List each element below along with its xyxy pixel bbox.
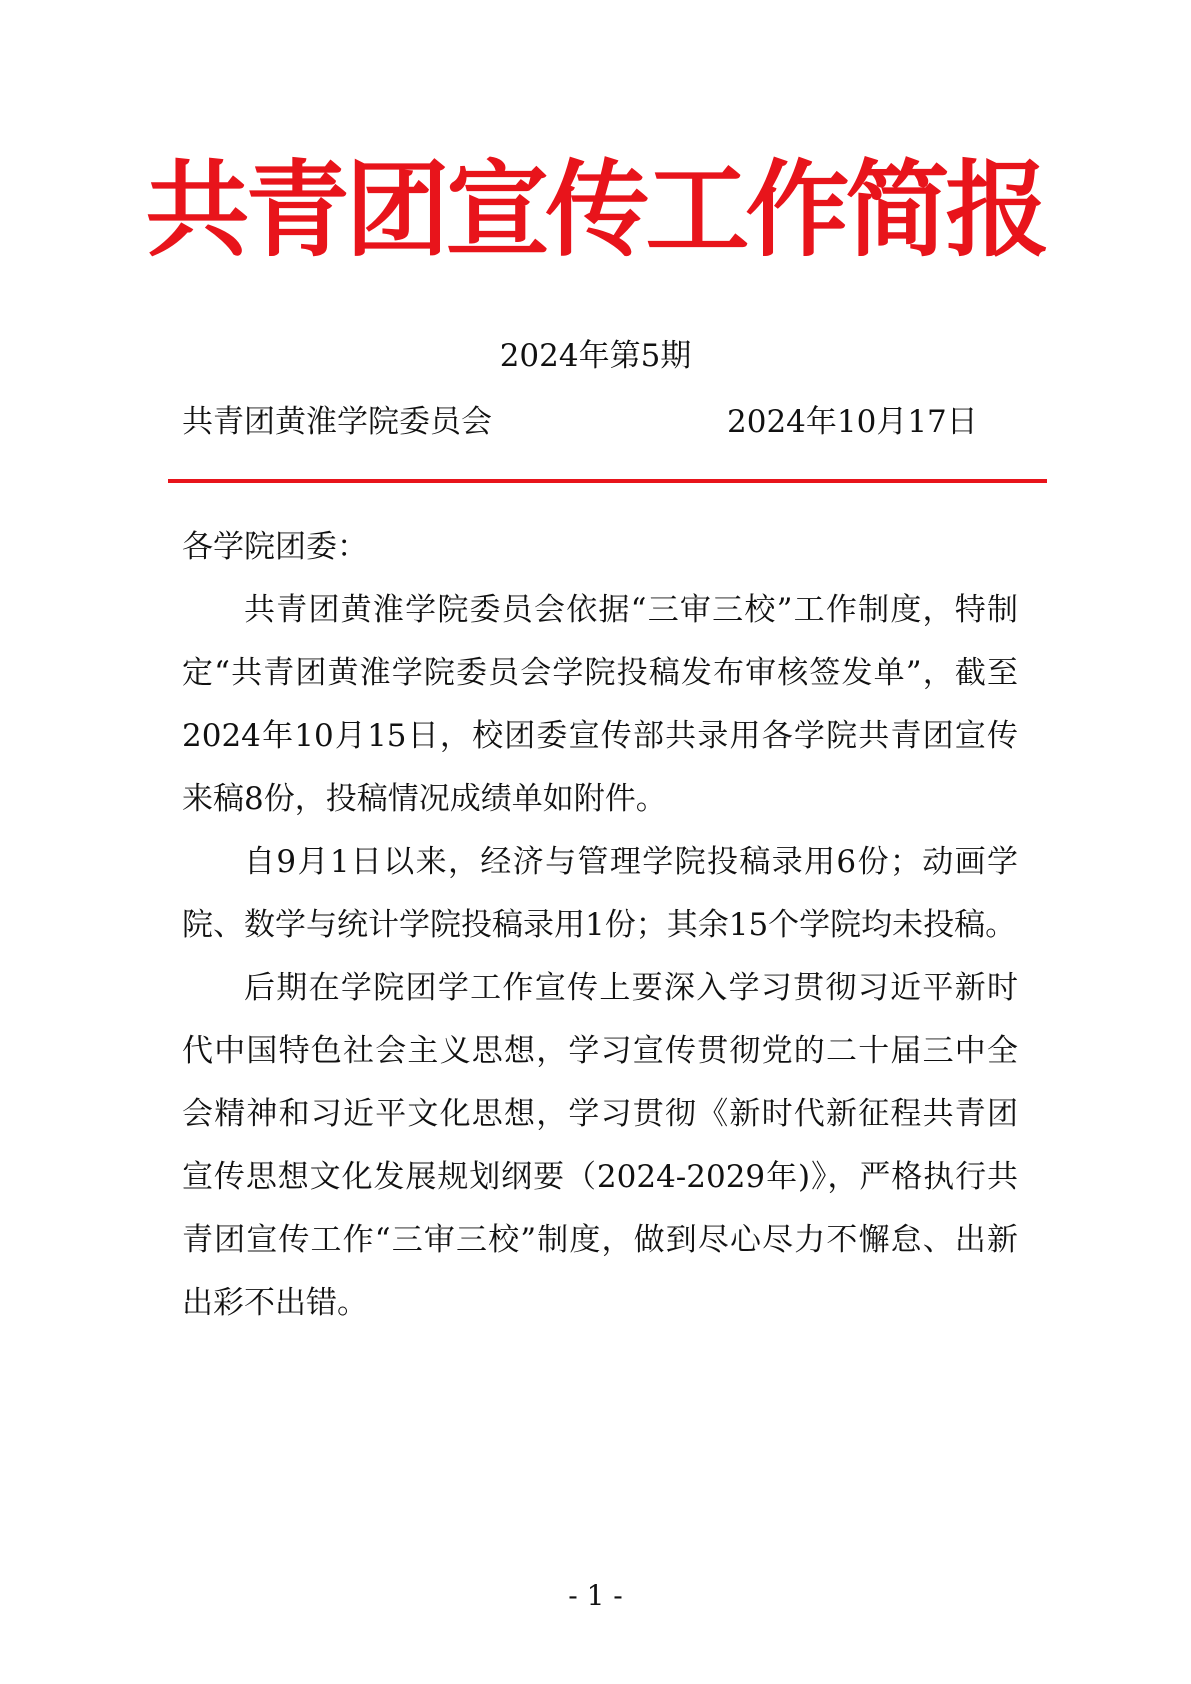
masthead-title: 共青团宣传工作简报 [145,148,1046,271]
red-divider-line [168,479,1047,483]
document-body [182,516,1018,1335]
issue-date: 2024年10月17日 [727,404,978,440]
paragraph-2: 自9月1日以来，经济与管理学院投稿录用6份；动画学院、数学与统计学院投稿录用1份；其余15个学院均未投稿。 [182,844,1018,943]
page-number: - 1 - [568,1579,623,1612]
salutation: 各学院团委： [182,529,368,565]
issue-number: 2024年第5期 [499,338,692,374]
paragraph-1: 共青团黄淮学院委员会依据“三审三校”工作制度，特制定“共青团黄淮学院委员会学院投稿发布审核签发单”，截至2024年10月15日，校团委宣传部共录用各学院共青团宣传来稿8份，投稿情况成绩单如附件。 [182,592,1018,817]
paragraph-3: 后期在学院团学工作宣传上要深入学习贯彻习近平新时代中国特色社会主义思想，学习宣传贯彻党的二十届三中全会精神和习近平文化思想，学习贯彻《新时代新征程共青团宣传思想文化发展规划纲要（2024-2029年)》，严格执行共青团宣传工作“三审三校”制度，做到尽心尽力不懈怠、出新出彩不出错。 [182,970,1018,1321]
issuing-organization: 共青团黄淮学院委员会 [182,404,492,440]
